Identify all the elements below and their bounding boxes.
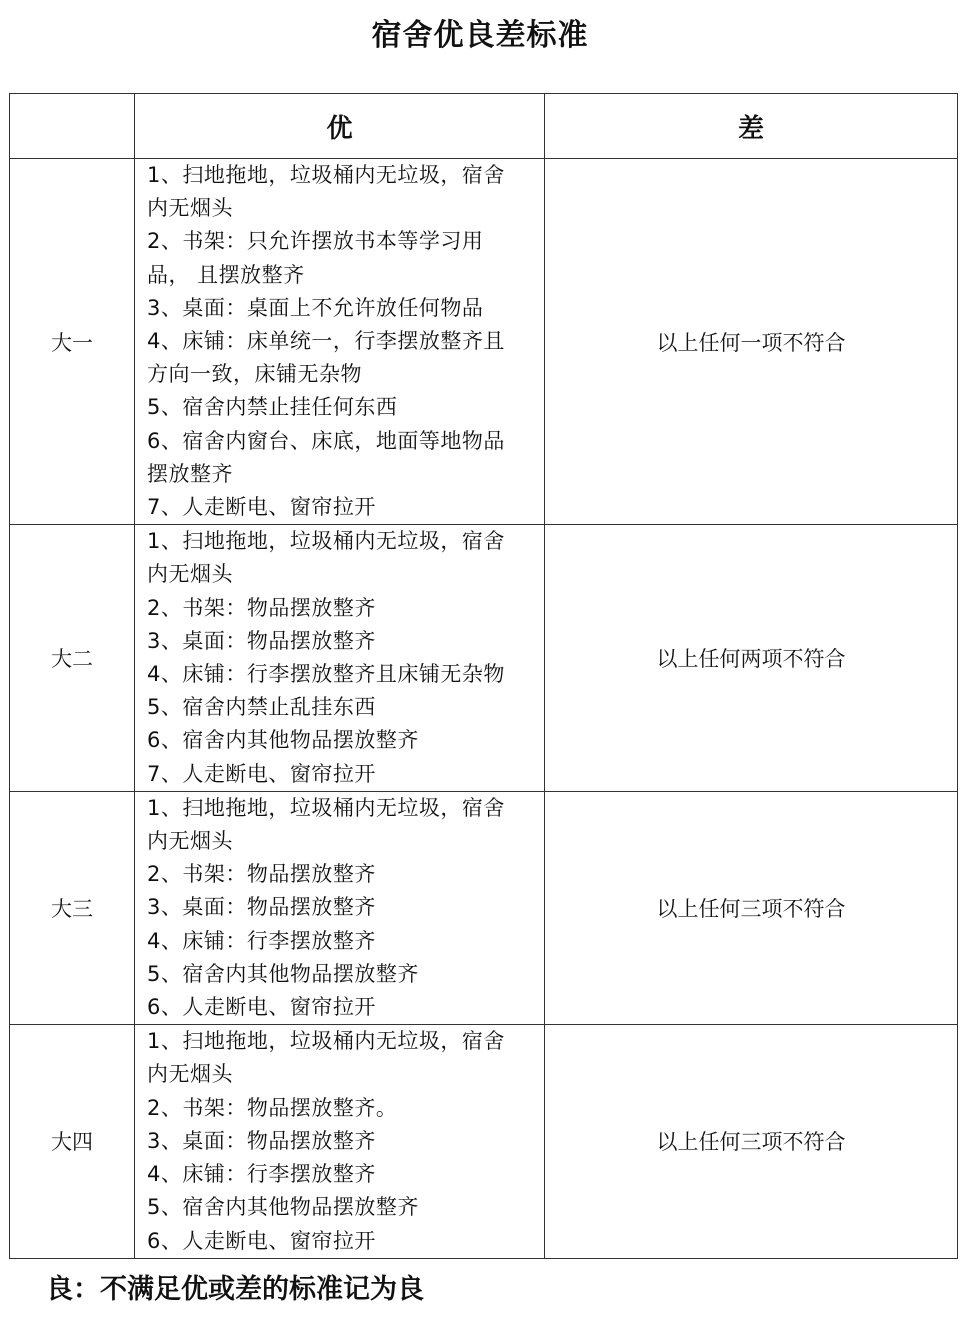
criteria-line: 3、桌面：物品摆放整齐: [147, 895, 376, 920]
criteria-line: 4、床铺：行李摆放整齐: [147, 1162, 376, 1187]
criteria-line: 5、宿舍内禁止乱挂东西: [147, 695, 376, 720]
bad-criteria-cell: 以上任何两项不符合: [545, 525, 958, 792]
level-cell: 大二: [10, 525, 135, 792]
table-row: [10, 791, 958, 1024]
criteria-line: 方向一致，床铺无杂物: [147, 362, 362, 387]
header-row: [10, 94, 958, 159]
header-good: 优: [135, 94, 545, 159]
table-row: [10, 159, 958, 525]
criteria-line: 6、人走断电、窗帘拉开: [147, 1228, 376, 1253]
bad-criteria-cell: 以上任何三项不符合: [545, 1025, 958, 1258]
criteria-line: 4、床铺：行李摆放整齐且床铺无杂物: [147, 662, 505, 687]
bad-criteria-cell: 以上任何一项不符合: [545, 159, 958, 525]
page-title: 宿舍优良差标准: [371, 18, 589, 53]
criteria-line: 7、人走断电、窗帘拉开: [147, 495, 376, 520]
criteria-line: 4、床铺：行李摆放整齐: [147, 928, 376, 953]
level-cell: 大一: [10, 159, 135, 525]
criteria-line: 1、扫地拖地，垃圾桶内无垃圾，宿舍: [147, 1029, 505, 1054]
criteria-line: 摆放整齐: [147, 461, 233, 486]
criteria-line: 5、宿舍内其他物品摆放整齐: [147, 961, 419, 986]
criteria-line: 3、桌面：物品摆放整齐: [147, 1128, 376, 1153]
criteria-line: 5、宿舍内其他物品摆放整齐: [147, 1195, 419, 1220]
standards-table: [9, 93, 958, 1259]
criteria-line: 品， 且摆放整齐: [147, 262, 305, 287]
criteria-line: 1、扫地拖地，垃圾桶内无垃圾，宿舍: [147, 795, 505, 820]
table-row: [10, 525, 958, 792]
criteria-line: 5、宿舍内禁止挂任何东西: [147, 395, 398, 420]
level-cell: 大四: [10, 1025, 135, 1258]
good-criteria-cell: [135, 791, 545, 1024]
criteria-line: 6、人走断电、窗帘拉开: [147, 995, 376, 1020]
criteria-line: 7、人走断电、窗帘拉开: [147, 761, 376, 786]
good-criteria-cell: [135, 159, 545, 525]
criteria-line: 2、书架：只允许摆放书本等学习用: [147, 229, 484, 254]
good-criteria-cell: [135, 525, 545, 792]
criteria-line: 内无烟头: [147, 196, 233, 221]
criteria-line: 2、书架：物品摆放整齐: [147, 862, 376, 887]
good-criteria-cell: [135, 1025, 545, 1258]
criteria-line: 内无烟头: [147, 1062, 233, 1087]
criteria-line: 6、宿舍内窗台、床底，地面等地物品: [147, 428, 505, 453]
footer-note: 良：不满足优或差的标准记为良: [46, 1274, 424, 1305]
bad-criteria-cell: 以上任何三项不符合: [545, 791, 958, 1024]
header-level: [10, 94, 135, 159]
header-bad: 差: [545, 94, 958, 159]
criteria-line: 内无烟头: [147, 829, 233, 854]
table-row: [10, 1025, 958, 1258]
criteria-line: 2、书架：物品摆放整齐: [147, 595, 376, 620]
criteria-line: 2、书架：物品摆放整齐。: [147, 1095, 398, 1120]
criteria-line: 4、床铺：床单统一，行李摆放整齐且: [147, 329, 505, 354]
level-cell: 大三: [10, 791, 135, 1024]
criteria-line: 3、桌面：物品摆放整齐: [147, 628, 376, 653]
criteria-line: 6、宿舍内其他物品摆放整齐: [147, 728, 419, 753]
criteria-line: 1、扫地拖地，垃圾桶内无垃圾，宿舍: [147, 163, 505, 187]
criteria-line: 3、桌面：桌面上不允许放任何物品: [147, 295, 484, 320]
criteria-line: 1、扫地拖地，垃圾桶内无垃圾，宿舍: [147, 529, 505, 554]
criteria-line: 内无烟头: [147, 562, 233, 587]
